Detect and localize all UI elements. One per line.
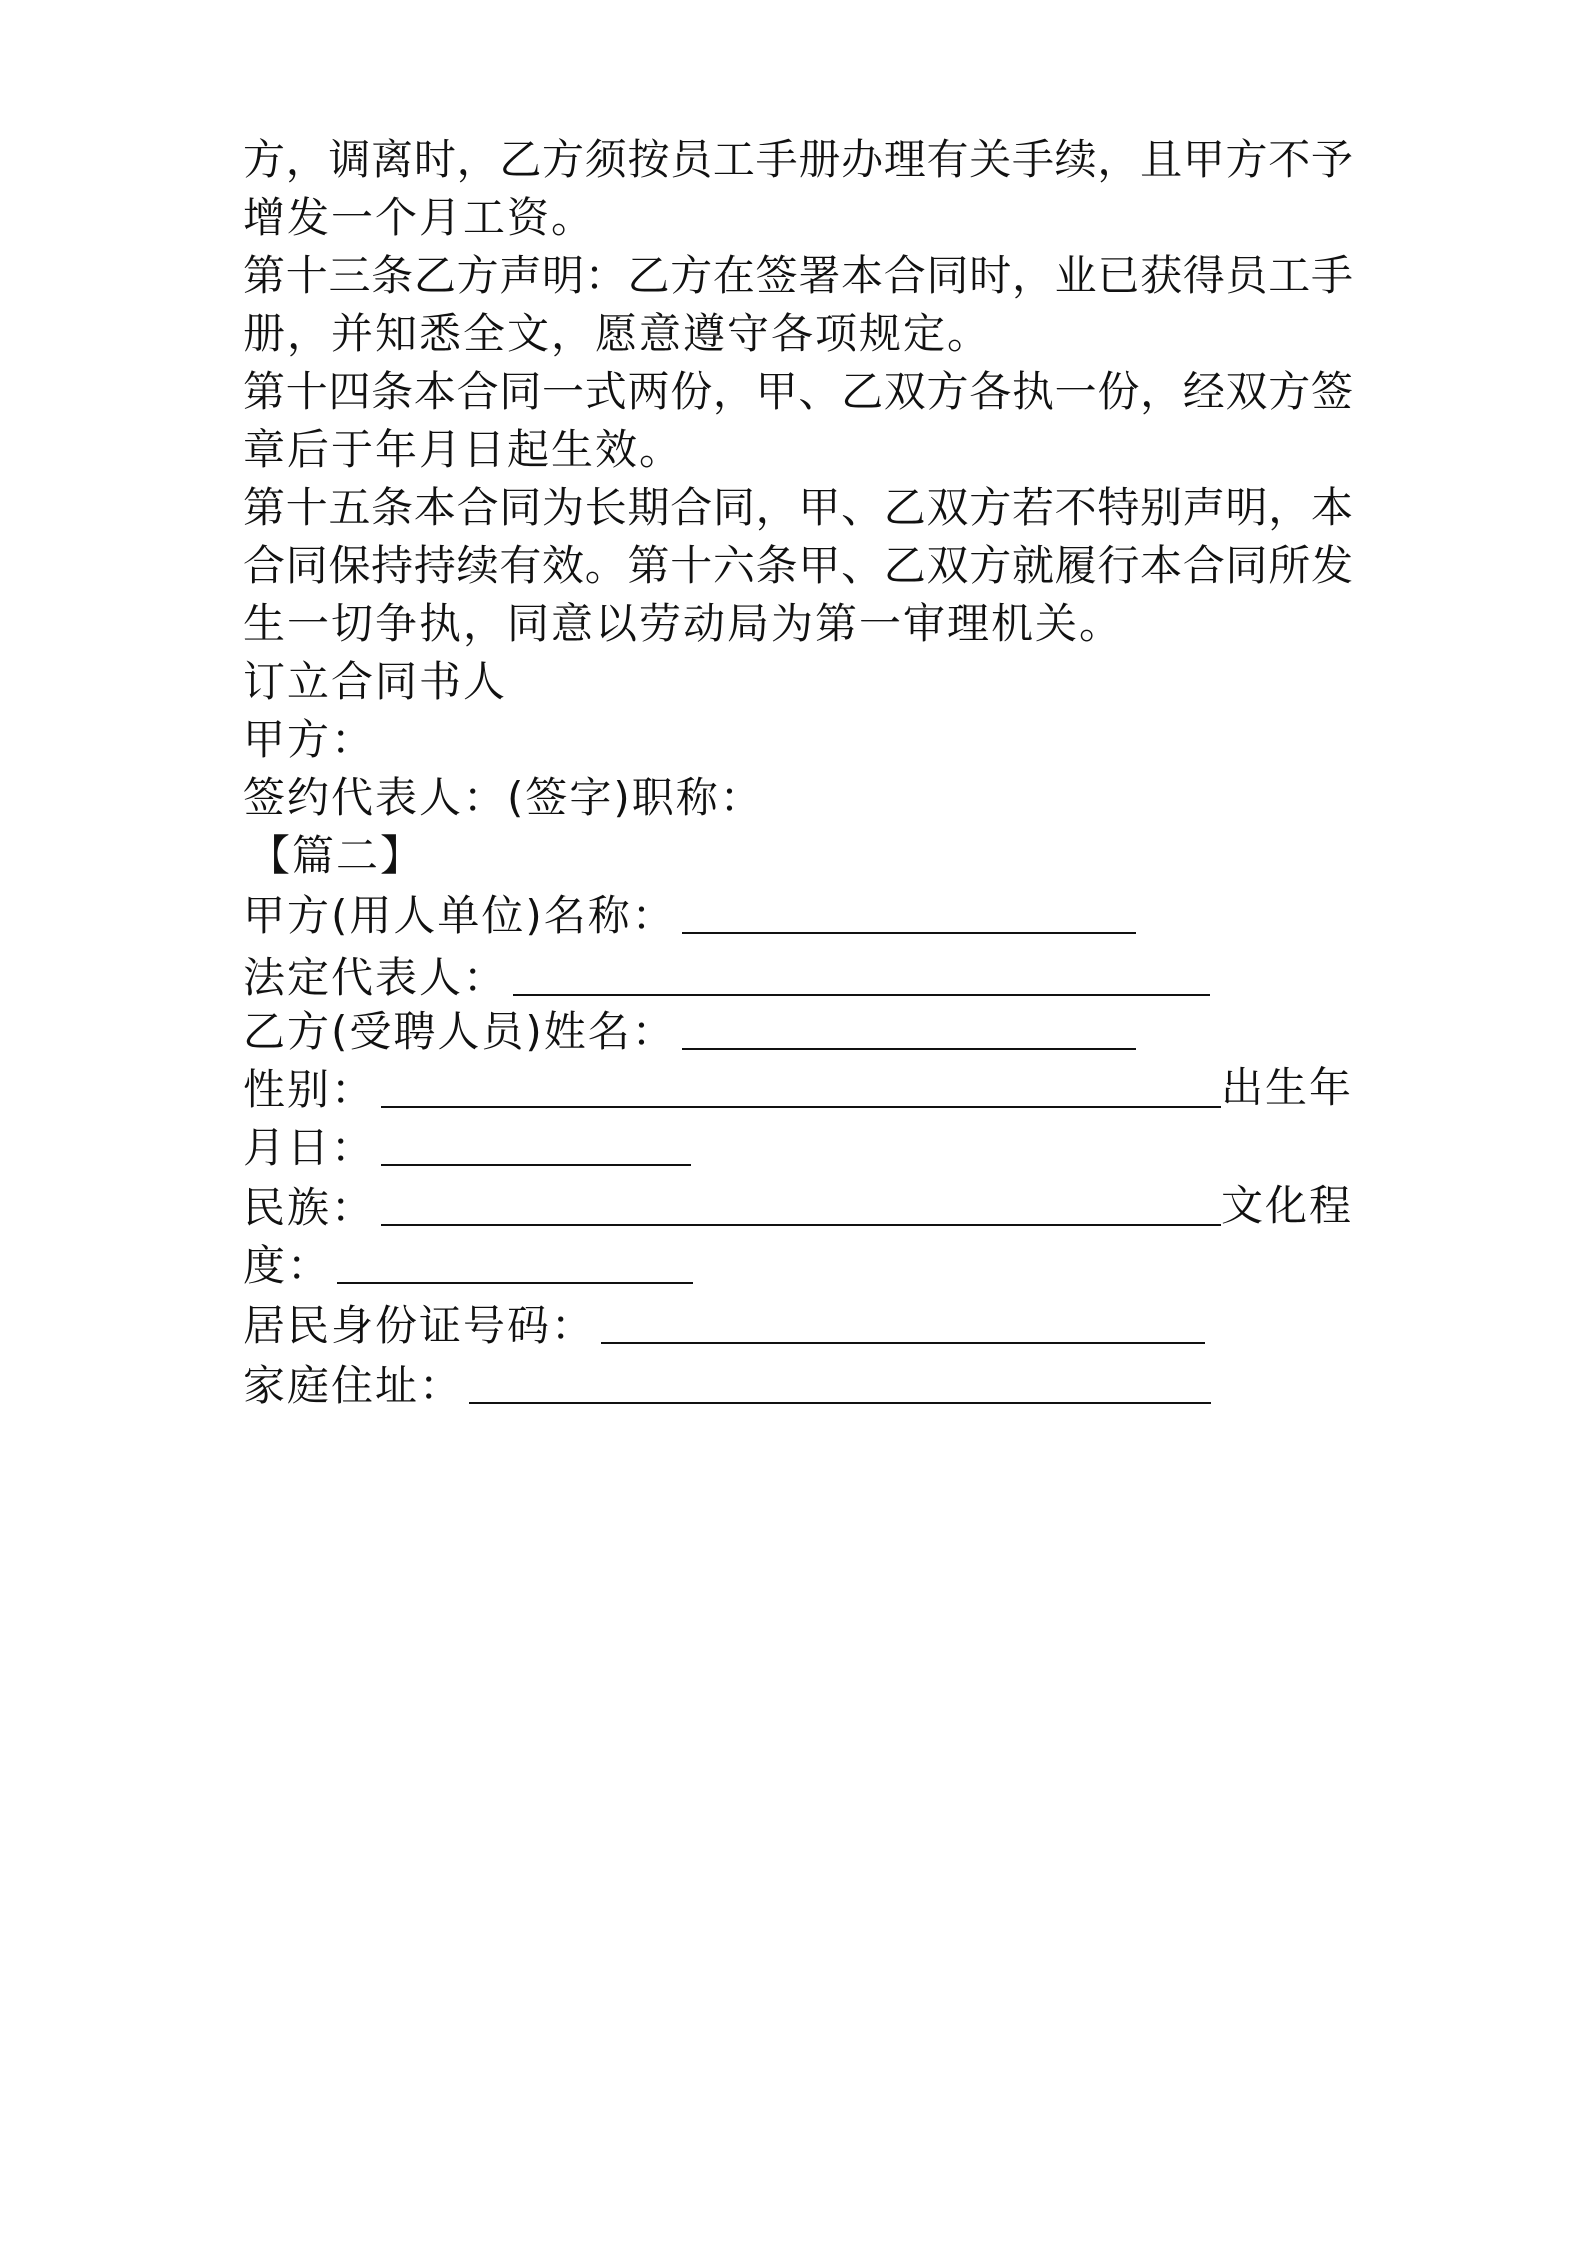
clause-15-line-2: 合同保持持续有效。第十六条甲、乙双方就履行本合同所发 — [243, 541, 1353, 590]
employee-name-label: 乙方(受聘人员)姓名： — [243, 1007, 676, 1056]
clause-14-line-2: 章后于年月日起生效。 — [243, 425, 684, 474]
education-blank — [337, 1242, 693, 1284]
education-label: 度： — [243, 1241, 332, 1290]
clause-15-line-3: 生一切争执，同意以劳动局为第一审理机关。 — [243, 599, 1124, 648]
party-a-label: 甲方： — [243, 715, 376, 764]
ethnicity-blank — [381, 1184, 1221, 1226]
gender-row — [243, 1062, 1225, 1116]
birth-label-tail: 出生年 — [1220, 1063, 1353, 1112]
id-number-blank — [601, 1302, 1205, 1344]
legal-rep-label: 法定代表人： — [243, 953, 508, 1002]
employee-name-row — [243, 1004, 1140, 1058]
birth-date-row — [243, 1120, 695, 1174]
clause-15-line-1: 第十五条本合同为长期合同，甲、乙双方若不特别声明，本 — [243, 483, 1353, 532]
section-two-title: 【篇二】 — [248, 831, 425, 880]
birth-date-blank — [381, 1124, 691, 1166]
ethnicity-label: 民族： — [243, 1183, 376, 1232]
clause-14-line-1: 第十四条本合同一式两份，甲、乙双方各执一份，经双方签 — [243, 367, 1353, 416]
education-label-tail: 文化程 — [1220, 1181, 1353, 1230]
employer-name-blank — [682, 892, 1136, 934]
clause-13-line-1: 第十三条乙方声明：乙方在签署本合同时，业已获得员工手 — [243, 251, 1353, 300]
signature-heading: 订立合同书人 — [243, 657, 508, 706]
address-label: 家庭住址： — [243, 1361, 464, 1410]
id-number-row — [243, 1298, 1209, 1352]
address-blank — [469, 1362, 1211, 1404]
legal-rep-row — [243, 950, 1214, 1004]
employee-name-blank — [682, 1008, 1136, 1050]
address-row — [243, 1358, 1215, 1412]
id-number-label: 居民身份证号码： — [243, 1301, 596, 1350]
gender-label: 性别： — [243, 1065, 376, 1114]
employer-name-row — [243, 888, 1140, 942]
clause-12-line-2: 增发一个月工资。 — [243, 193, 596, 242]
clause-12-line-1: 方，调离时，乙方须按员工手册办理有关手续，且甲方不予 — [243, 135, 1353, 184]
education-row — [243, 1238, 697, 1292]
gender-blank — [381, 1066, 1221, 1108]
clause-13-line-2: 册，并知悉全文，愿意遵守各项规定。 — [243, 309, 992, 358]
representative-label: 签约代表人：(签字)职称： — [243, 773, 764, 822]
employer-name-label: 甲方(用人单位)名称： — [243, 891, 676, 940]
ethnicity-row — [243, 1180, 1225, 1234]
birth-date-label: 月日： — [243, 1123, 376, 1172]
legal-rep-blank — [513, 954, 1210, 996]
